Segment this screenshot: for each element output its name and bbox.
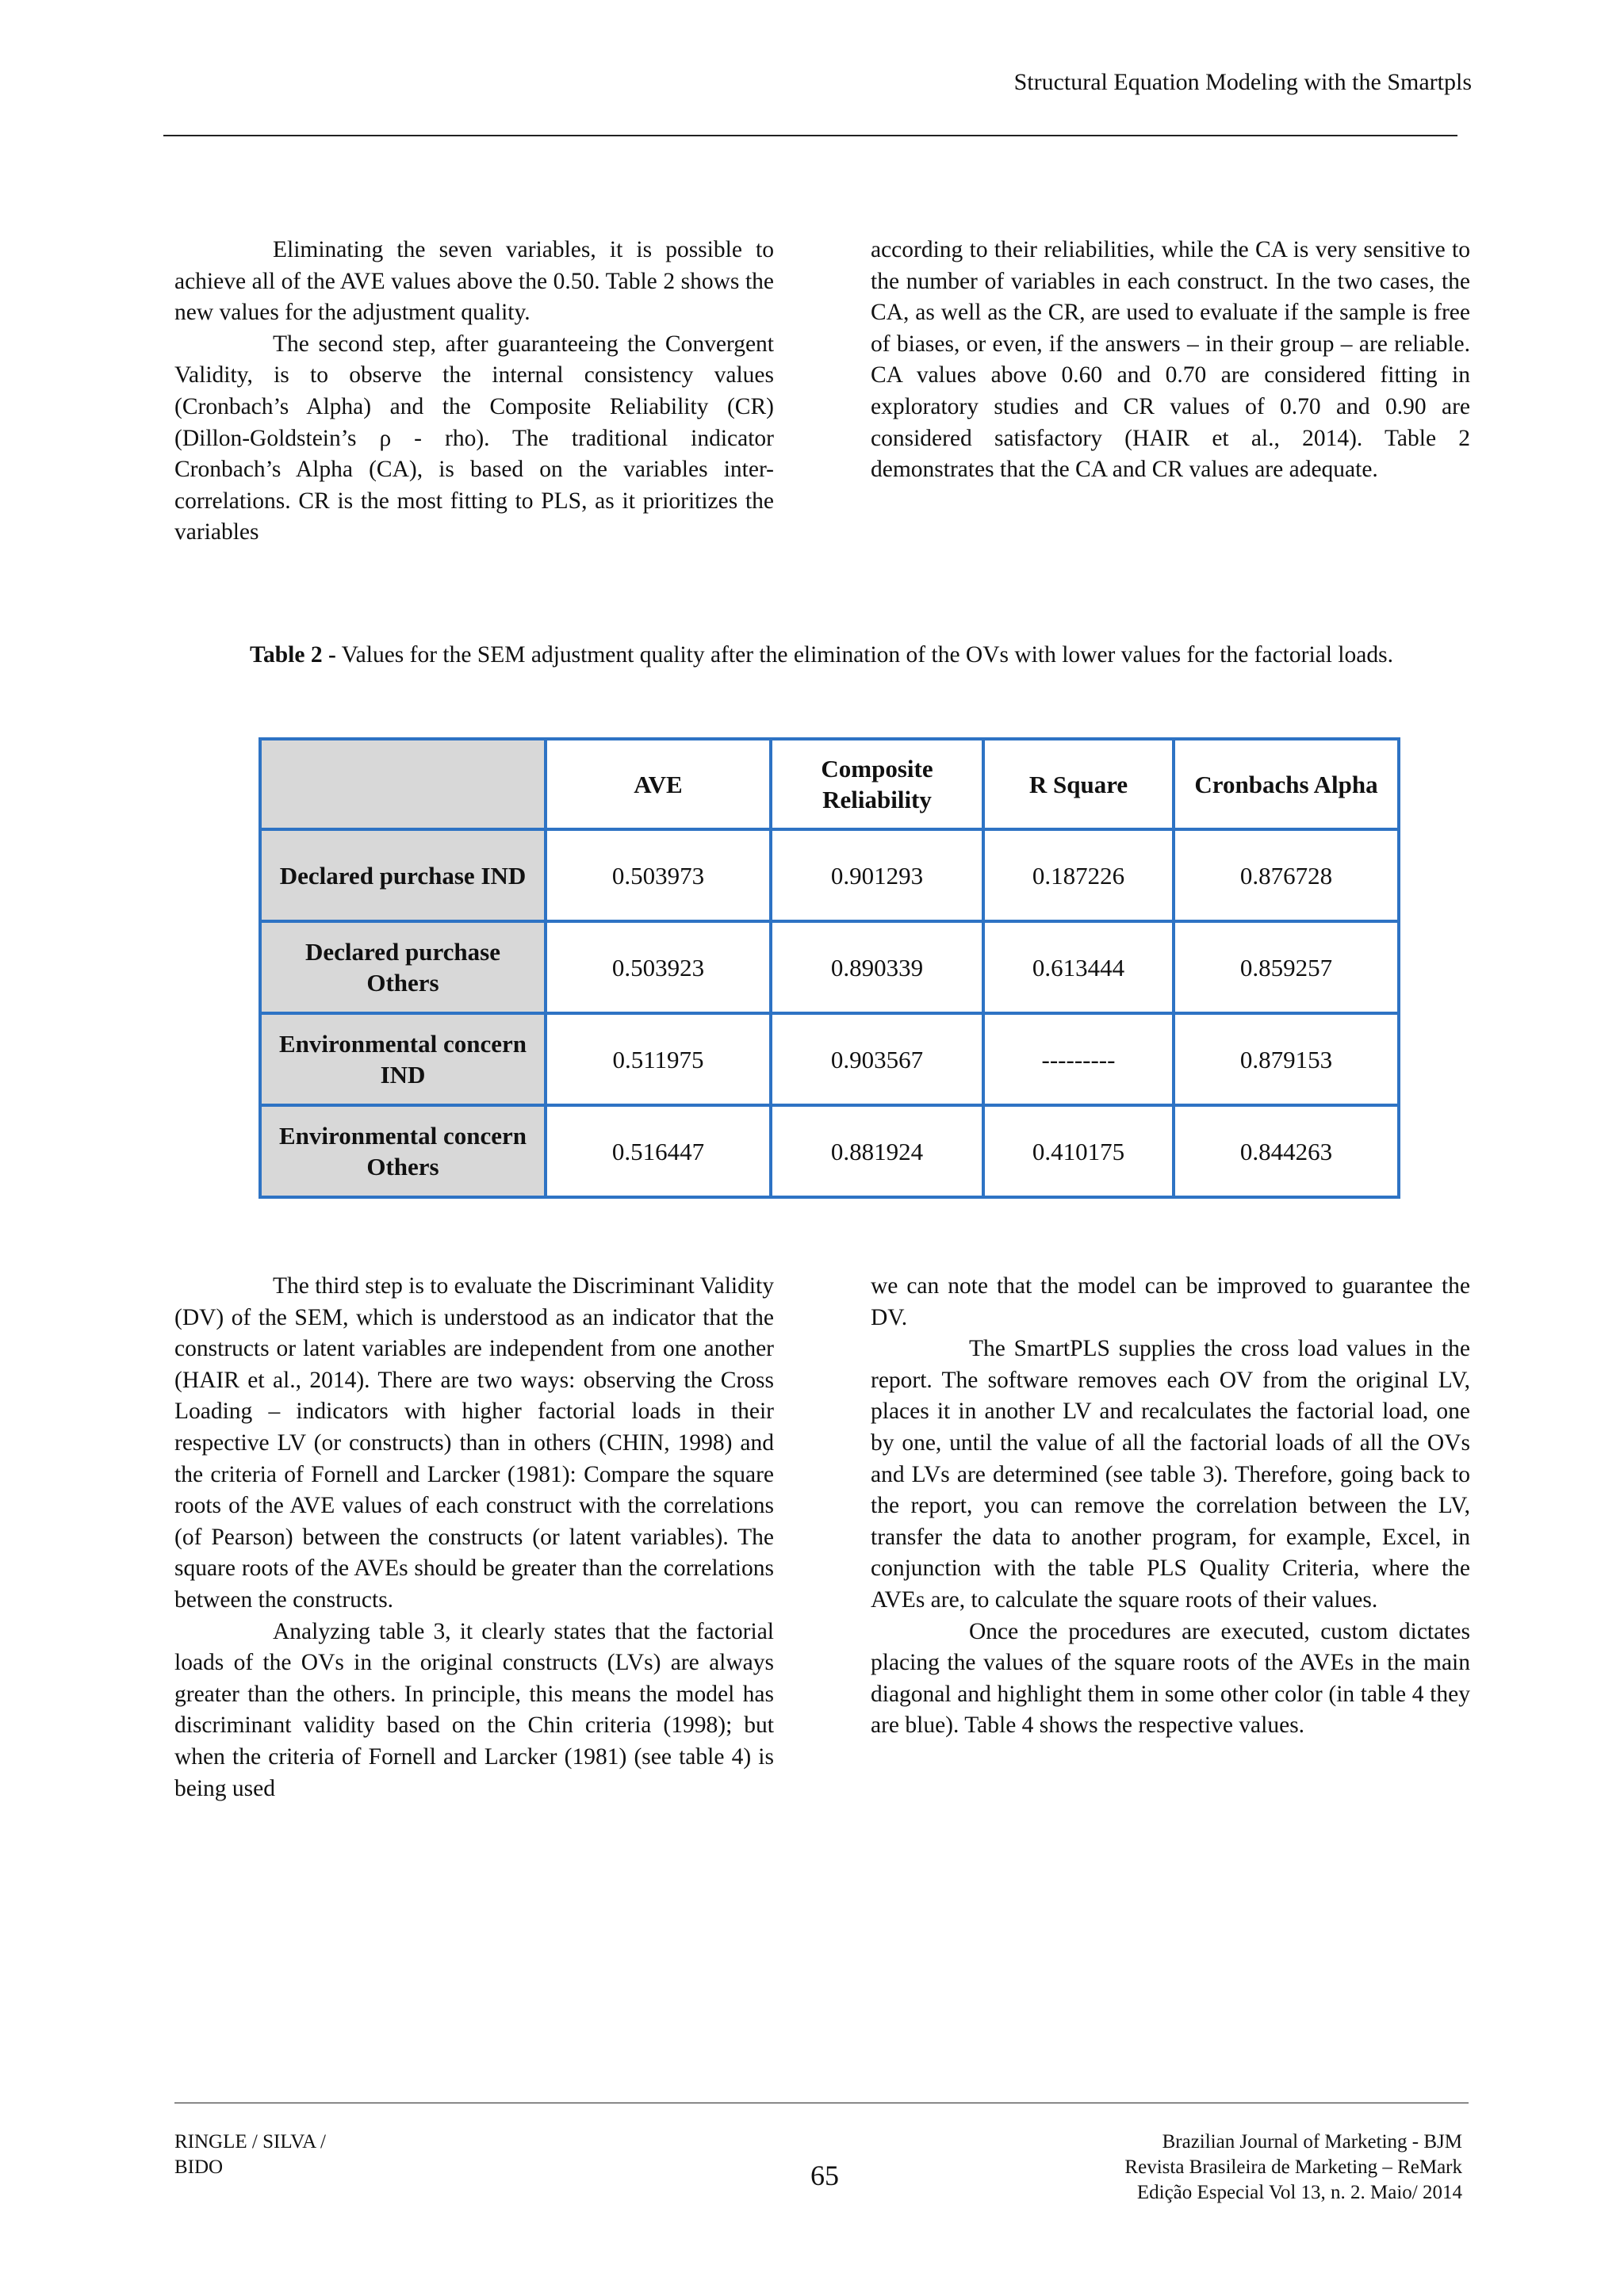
table-cell: ---------: [983, 1013, 1174, 1105]
table-cell: 0.903567: [771, 1013, 983, 1105]
table-cell: 0.503923: [546, 921, 771, 1013]
column-header-cronbachs-alpha: Cronbachs Alpha: [1174, 739, 1399, 829]
paragraph: The SmartPLS supplies the cross load values in the report. The software removes each OV from the original LV, places it in another LV and recalculates the factorial load, one by one, until the value of all the factorial loads of all the OVs and LVs are determined (see table 3). Therefore, going back to the report, you can remove the correlation between the LV, transfer the data to another program, for example, Excel, in conjunction with the table PLS Quality Criteria, where the AVEs are, to calculate the square roots of their values.: [871, 1336, 1470, 1613]
header-text: Composite Reliability: [821, 755, 933, 813]
table-cell: 0.187226: [983, 829, 1174, 921]
page-number: 65: [810, 2160, 839, 2191]
table-cell: 0.503973: [546, 829, 771, 921]
table-cell: 0.901293: [771, 829, 983, 921]
row-label: Declared purchase IND: [260, 829, 546, 921]
sem-quality-table: [259, 737, 1400, 1199]
lower-right-column: [871, 1271, 1470, 1742]
row-label: Declared purchase Others: [260, 921, 546, 1013]
table-cell: 0.613444: [983, 921, 1174, 1013]
paragraph: The second step, after guaranteeing the Convergent Validity, is to observe the internal consistency values (Cronbach’s Alpha) and the Composite Reliability (CR) (Dillon-Goldstein’s ρ - rho). The traditional indicator Cronbach’s Alpha (CA), is based on the variables inter-correlations. CR is the most fitting to PLS, as it prioritizes the variables: [174, 331, 774, 545]
table-row: [260, 1013, 1399, 1105]
lower-left-column: [174, 1271, 774, 1804]
table-cell: 0.890339: [771, 921, 983, 1013]
paragraph: The third step is to evaluate the Discriminant Validity (DV) of the SEM, which is understood as an indicator that the constructs or latent variables are independent from one another (HAIR et al., 2014). There are two ways: observing the Cross Loading – indicators with higher factorial loads in their respective LV (or constructs) than in others (CHIN, 1998) and the criteria of Fornell and Larcker (1981): Compare the square roots of the AVE values of each construct with the correlations (of Pearson) between the constructs (or latent variables). The square roots of the AVEs should be greater than the correlations between the constructs.: [174, 1273, 774, 1613]
footer-authors: [174, 2130, 326, 2180]
header-rule: [163, 135, 1457, 136]
table-cell: 0.876728: [1174, 829, 1399, 921]
table-caption-label: Table 2 -: [250, 642, 336, 668]
footer-authors-line: RINGLE / SILVA /: [174, 2131, 327, 2152]
table-row: [260, 921, 1399, 1013]
paragraph: Analyzing table 3, it clearly states that the factorial loads of the OVs in the original constructs (LVs) are always greater than the others. In principle, this means the model has discriminant validity based on the Chin criteria (1998); but when the criteria of Fornell and Larcker (1981) (see table 4) is being used: [174, 1618, 774, 1801]
footer-journal: [1124, 2130, 1462, 2206]
table-row: [260, 829, 1399, 921]
table-caption-text: Values for the SEM adjustment quality after the elimination of the OVs with lower values for the factorial loads.: [335, 642, 1393, 668]
paragraph: we can note that the model can be improved to guarantee the DV.: [871, 1273, 1470, 1330]
footer-journal-line: Revista Brasileira de Marketing – ReMark: [1124, 2156, 1462, 2178]
row-label: Environmental concern IND: [260, 1013, 546, 1105]
table-caption: [182, 639, 1461, 671]
paragraph: according to their reliabilities, while the CA is very sensitive to the number of variables in each construct. In the two cases, the CA, as well as the CR, are used to evaluate if the sample is free of biases, or even, if the answers – in their group – are reliable. CA values above 0.60 and 0.70 are considered fitting in exploratory studies and CR values of 0.70 and 0.90 are considered satisfactory (HAIR et al., 2014). Table 2 demonstrates that the CA and CR values are adequate.: [871, 237, 1470, 483]
table-cell: 0.879153: [1174, 1013, 1399, 1105]
footer-journal-line: Edição Especial Vol 13, n. 2. Maio/ 2014: [1136, 2182, 1462, 2203]
column-header-ave: AVE: [546, 739, 771, 829]
table-row: [260, 1105, 1399, 1197]
row-label: Environmental concern Others: [260, 1105, 546, 1197]
table-cell: 0.859257: [1174, 921, 1399, 1013]
table-cell: 0.881924: [771, 1105, 983, 1197]
table-cell: 0.511975: [546, 1013, 771, 1105]
footer-journal-line: Brazilian Journal of Marketing - BJM: [1162, 2131, 1462, 2152]
table-cell: 0.516447: [546, 1105, 771, 1197]
paragraph: Once the procedures are executed, custom dictates placing the values of the square roots of the AVEs in the main diagonal and highlight them in some other color (in table 4 they are blue). Table 4 shows the respective values.: [871, 1618, 1470, 1739]
table-header-row: [260, 739, 1399, 829]
column-header-composite-reliability: [771, 739, 983, 829]
running-header-title: Structural Equation Modeling with the Smartpls: [1013, 69, 1472, 95]
paragraph: Eliminating the seven variables, it is possible to achieve all of the AVE values above the 0.50. Table 2 shows the new values for the adjustment quality.: [174, 237, 774, 326]
table-corner-cell: [260, 739, 546, 829]
upper-left-column: [174, 235, 774, 549]
upper-right-column: [871, 235, 1470, 486]
column-header-r-square: R Square: [983, 739, 1174, 829]
table-cell: 0.410175: [983, 1105, 1174, 1197]
footer-authors-line: BIDO: [174, 2156, 224, 2178]
table-cell: 0.844263: [1174, 1105, 1399, 1197]
